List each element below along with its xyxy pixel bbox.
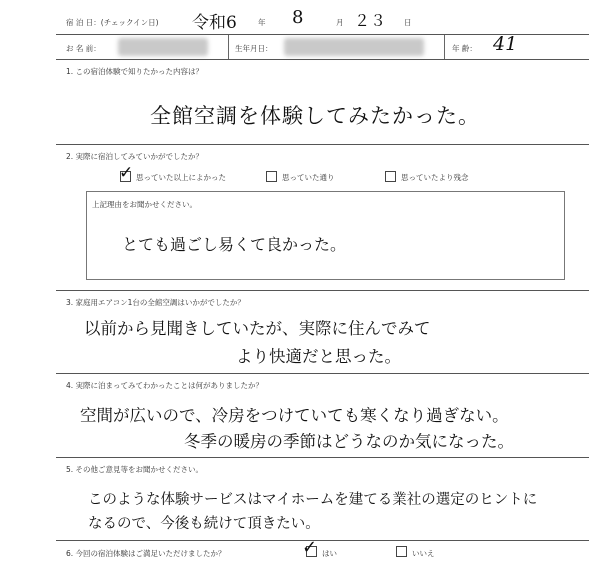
q3-answer-line2: より快適だと思った。	[236, 347, 401, 366]
q1-answer: 全館空調を体験してみたかった。	[150, 104, 480, 128]
q5-divider	[56, 540, 589, 541]
q6-option-yes-check-mark: ✓	[302, 537, 318, 558]
q2-reason-label: 上記理由をお聞かせください。	[92, 200, 197, 209]
name-redaction	[118, 38, 208, 56]
q6-option-no-label: いいえ	[412, 549, 435, 558]
stay-date-label: 宿 泊 日：(チェックイン日)	[66, 18, 159, 27]
day-value: ２３	[354, 11, 387, 30]
q1-divider	[56, 144, 589, 145]
q3-answer-line1: 以前から見聞きしていたが、実際に住んでみて	[84, 319, 431, 338]
era-value: 令和6	[192, 13, 237, 33]
q4-question: 4. 実際に泊まってみてわかったことは何がありましたか？	[66, 381, 264, 390]
q6-question: 6. 今回の宿泊体験はご満足いただけましたか？	[66, 549, 226, 558]
q5-answer-line1: このような体験サービスはマイホームを建てる業社の選定のヒントに	[88, 492, 538, 508]
q5-question: 5. その他ご意見等をお聞かせください。	[66, 465, 204, 474]
q2-option-3-checkbox[interactable]	[385, 171, 396, 182]
q1-question: 1. この宿泊体験で知りたかった内容は？	[66, 67, 204, 76]
age-value: 41	[493, 33, 518, 55]
q2-divider	[56, 290, 589, 291]
q2-option-2-checkbox[interactable]	[266, 171, 277, 182]
q4-divider	[56, 457, 589, 458]
birth-redaction	[284, 38, 424, 56]
q5-answer-line2: なるので、今後も続けて頂きたい。	[88, 516, 320, 532]
month-label: 月	[336, 18, 344, 27]
header-separator-1	[228, 35, 229, 59]
day-label: 日	[404, 18, 412, 27]
header-divider-2	[56, 59, 589, 60]
q2-option-1-label: 思っていた以上によかった	[136, 173, 226, 182]
q3-question: 3. 家庭用エアコン1台の全館空調はいかがでしたか？	[66, 298, 245, 307]
q2-option-1-check-mark: ✓	[119, 163, 134, 183]
q2-question: 2. 実際に宿泊してみていかがでしたか？	[66, 152, 204, 161]
q6-option-no-checkbox[interactable]	[396, 546, 407, 557]
q2-option-2-label: 思っていた通り	[282, 173, 335, 182]
age-label: 年 齢：	[452, 44, 477, 53]
header-separator-2	[444, 35, 445, 59]
year-label: 年	[258, 18, 266, 27]
q2-reason-answer: とても過ごし易くて良かった。	[122, 235, 347, 254]
name-label: お 名 前：	[66, 44, 101, 53]
month-value: 8	[292, 7, 304, 28]
q4-answer-line1: 空間が広いので、冷房をつけていても寒くなり過ぎない。	[80, 406, 509, 425]
q3-divider	[56, 373, 589, 374]
q4-answer-line2: 冬季の暖房の季節はどうなのか気になった。	[184, 432, 514, 451]
birth-label: 生年月日：	[235, 44, 273, 53]
q6-option-yes-label: はい	[322, 549, 337, 558]
q2-option-3-label: 思っていたより残念	[401, 173, 469, 182]
